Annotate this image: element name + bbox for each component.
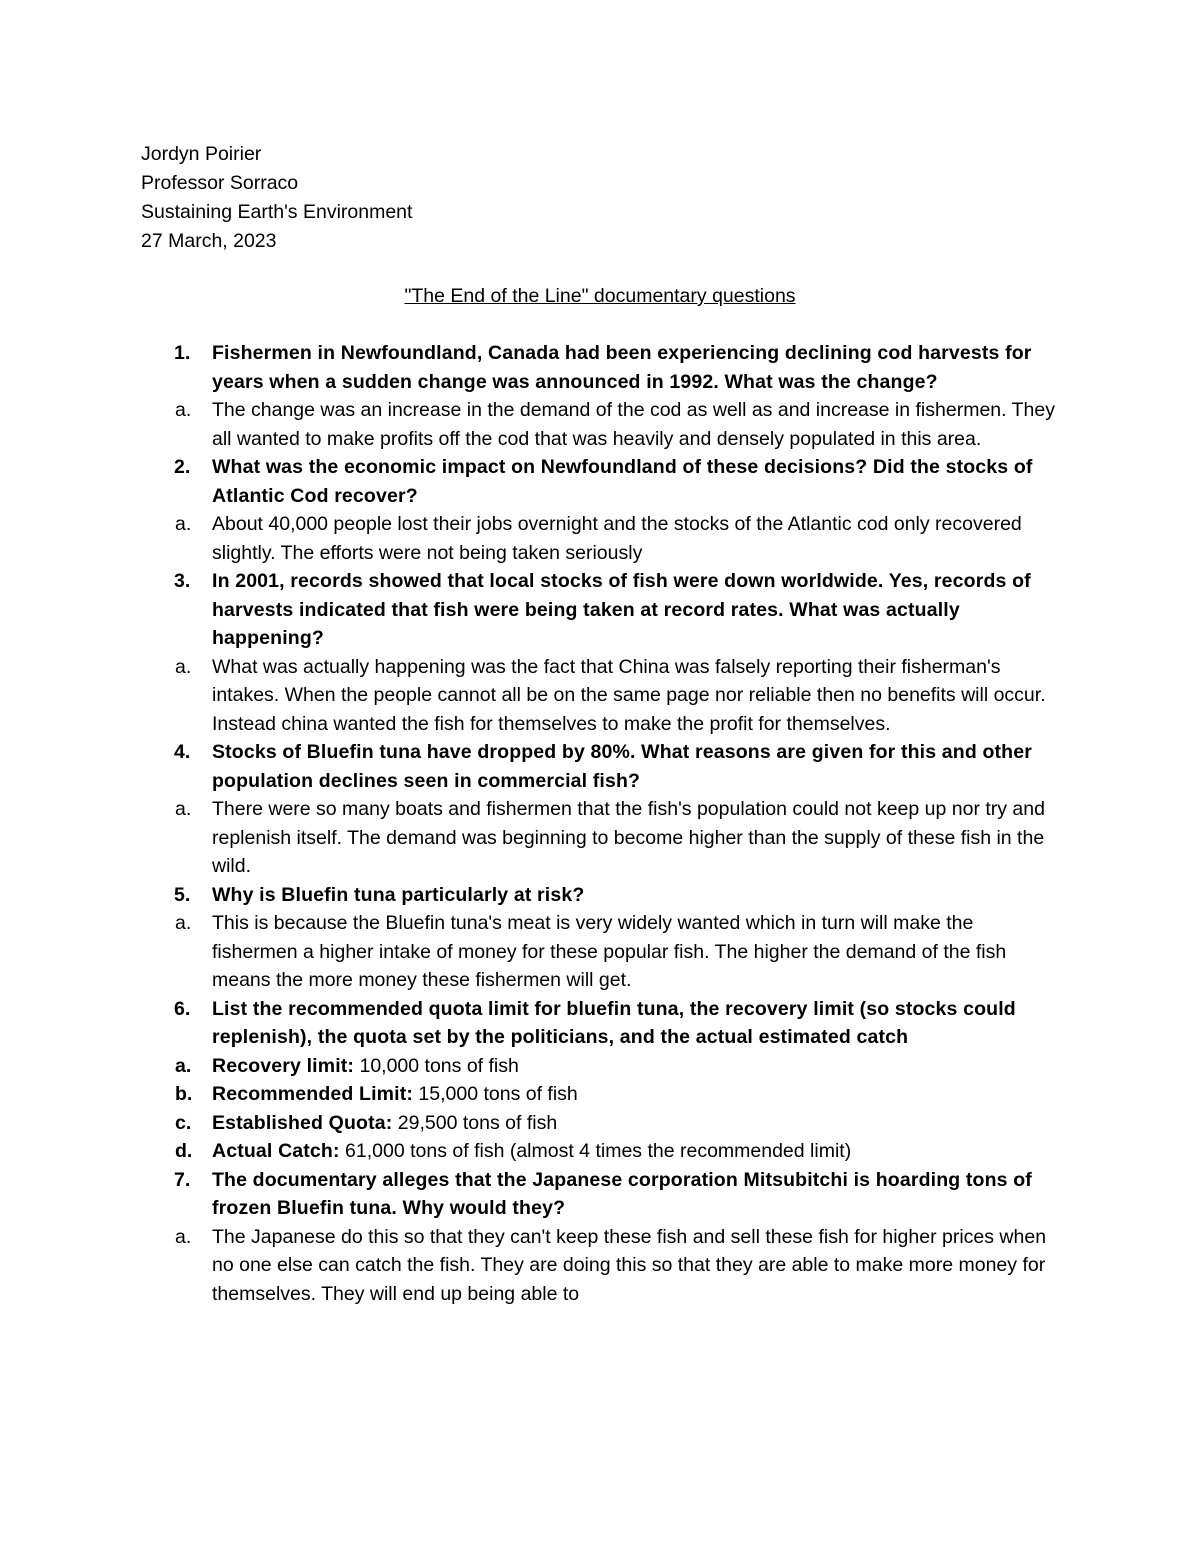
answer-letter: a. [175, 513, 192, 535]
answer-letter: b. [175, 1083, 193, 1105]
question-text: Fishermen in Newfoundland, Canada had been experiencing declining cod harvests for years when a sudden change was announced in 1992. What was the change? [212, 342, 1032, 393]
document-date: 27 March, 2023 [141, 230, 277, 252]
answer-label: Actual Catch: [212, 1140, 340, 1162]
answer-letter: c. [175, 1111, 192, 1134]
question-number: 1. [174, 342, 191, 364]
question-text: The documentary alleges that the Japanese corporation Mitsubitchi is hoarding tons of frozen Bluefin tuna. Why would they? [212, 1168, 1032, 1219]
question-number: 5. [174, 883, 191, 906]
question-item [141, 738, 1061, 795]
answer-text: 10,000 tons of fish [354, 1054, 519, 1077]
course-name: Sustaining Earth's Environment [141, 201, 413, 223]
answer-text: 29,500 tons of fish [392, 1111, 558, 1134]
answer-item [141, 1137, 1061, 1166]
question-number: 7. [174, 1168, 191, 1191]
document-title: "The End of the Line" documentary questions [404, 285, 796, 307]
question-text: Why is Bluefin tuna particularly at risk? [212, 883, 585, 906]
answer-text: About 40,000 people lost their jobs overnight and the stocks of the Atlantic cod only recovered slightly. The efforts were not being taken seriously [212, 513, 1022, 564]
question-text: Stocks of Bluefin tuna have dropped by 80%. What reasons are given for this and other population declines seen in commercial fish? [212, 741, 1032, 792]
answer-text: The Japanese do this so that they can't keep these fish and sell these fish for higher prices when no one else can catch the fish. They are doing this so that they are able to make more money for themselves. They will end up being able to [212, 1225, 1047, 1305]
question-item [141, 995, 1061, 1052]
answer-item [141, 510, 1061, 567]
question-text: List the recommended quota limit for bluefin tuna, the recovery limit (so stocks could replenish), the quota set by the politicians, and the actual estimated catch [212, 997, 1016, 1048]
answer-item [141, 1052, 1061, 1081]
question-item [141, 881, 1061, 910]
answer-label: Recommended Limit: [212, 1083, 413, 1105]
answer-item [141, 396, 1061, 453]
answer-letter: a. [175, 399, 192, 421]
answer-text: This is because the Bluefin tuna's meat is very widely wanted which in turn will make the fishermen a higher intake of money for these popular fish. The higher the demand of the fish means the more money these fishermen will get. [212, 912, 1007, 991]
question-text: What was the economic impact on Newfoundland of these decisions? Did the stocks of Atlantic Cod recover? [212, 456, 1033, 507]
answer-letter: a. [175, 912, 192, 934]
question-item [141, 1166, 1061, 1223]
question-list [141, 339, 1061, 1308]
professor-name: Professor Sorraco [141, 172, 299, 194]
answer-item [141, 1109, 1061, 1138]
student-name: Jordyn Poirier [141, 143, 262, 165]
question-number: 4. [174, 741, 191, 763]
question-item [141, 453, 1061, 510]
answer-text: The change was an increase in the demand of the cod as well as and increase in fishermen. They all wanted to make profits off the cod that was heavily and densely populated in this area. [212, 399, 1055, 450]
answer-item [141, 1223, 1061, 1309]
answer-item [141, 909, 1061, 995]
answer-text: What was actually happening was the fact that China was falsely reporting their fisherman's intakes. When the people cannot all be on the same page nor reliable then no benefits will occur. Instead china wanted the fish for themselves to make the profit for themselves. [212, 655, 1046, 735]
answer-label: Recovery limit: [212, 1054, 355, 1077]
question-item [141, 567, 1061, 653]
question-number: 2. [174, 456, 191, 478]
answer-letter: a. [175, 1225, 192, 1248]
answer-letter: d. [175, 1140, 193, 1162]
question-item [141, 339, 1061, 396]
answer-item [141, 653, 1061, 739]
answer-label: Established Quota: [212, 1111, 393, 1134]
document-header [141, 140, 412, 256]
answer-text: 15,000 tons of fish [412, 1083, 578, 1105]
answer-item [141, 1080, 1061, 1109]
answer-letter: a. [175, 1054, 192, 1077]
answer-letter: a. [175, 655, 192, 678]
question-text: In 2001, records showed that local stocks of fish were down worldwide. Yes, records of harvests indicated that fish were being taken at record rates. What was actually happening? [212, 570, 1031, 649]
question-number: 6. [174, 997, 191, 1020]
question-number: 3. [174, 570, 191, 592]
answer-item [141, 795, 1061, 881]
answer-text: There were so many boats and fishermen that the fish's population could not keep up nor try and replenish itself. The demand was beginning to become higher than the supply of these fish in the wild. [212, 798, 1045, 877]
answer-text: 61,000 tons of fish (almost 4 times the recommended limit) [339, 1140, 852, 1162]
answer-letter: a. [175, 798, 192, 820]
